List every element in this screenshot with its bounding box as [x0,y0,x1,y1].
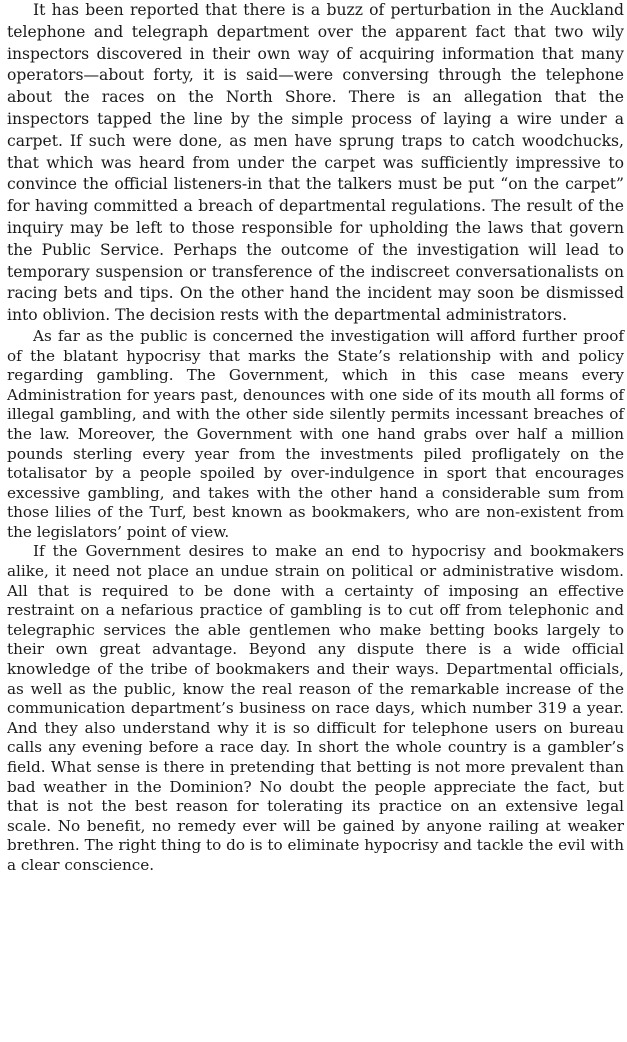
article-body [7,0,624,876]
paragraph-1: It has been reported that there is a buzz of perturbation in the Auckland telephone and telegraph department over the apparent fact that two wily inspectors discovered in their own way of acquiring information that many operators—about forty, it is said—were conversing through the telephone about the races on the North Shore. There is an allegation that the inspectors tapped the line by the simple process of laying a wire under a carpet. If such were done, as men have sprung traps to catch woodchucks, that which was heard from under the carpet was sufficiently impressive to convince the official listeners-in that the talkers must be put “on the carpet” for having committed a breach of departmental regulations. The result of the inquiry may be left to those responsible for upholding the laws that govern the Public Service. Perhaps the outcome of the investigation will lead to temporary suspension or transference of the indiscreet conversationalists on racing bets and tips. On the other hand the incident may soon be dismissed into oblivion. The decision rests with the departmental administrators. [7,1,624,325]
paragraph-3: If the Government desires to make an end to hypocrisy and bookmakers alike, it need not place an undue strain on political or administrative wisdom. All that is required to be done with a certainty of imposing an effective restraint on a nefarious practice of gambling is to cut off from telephonic and telegraphic services the able gentlemen who make betting books largely to their own great advantage. Beyond any dispute there is a wide official knowledge of the tribe of bookmakers and their ways. Departmental officials, as well as the public, know the real reason of the remarkable increase of the communication department’s business on race days, which number 319 a year. And they also understand why it is so difficult for telephone users on bureau calls any evening before a race day. In short the whole country is a gambler’s field. What sense is there in pretending that betting is not more prevalent than bad weather in the Dominion? No doubt the people appreciate the fact, but that is not the best reason for tolerating its practice on an extensive legal scale. No benefit, no remedy ever will be gained by anyone railing at weaker brethren. The right thing to do is to eliminate hypocrisy and tackle the evil with a clear conscience. [7,542,624,874]
paragraph-2: As far as the public is concerned the investigation will afford further proof of the blatant hypocrisy that marks the State’s relationship with and policy regarding gambling. The Government, which in this case means every Administration for years past, denounces with one side of its mouth all forms of illegal gambling, and with the other side silently permits incessant breaches of the law. Moreover, the Government with one hand grabs over half a million pounds sterling every year from the investments piled profligately on the totalisator by a people spoiled by over-indulgence in sport that encourages excessive gambling, and takes with the other hand a considerable sum from those lilies of the Turf, best known as bookmakers, who are non-existent from the legislators’ point of view. [7,326,624,541]
